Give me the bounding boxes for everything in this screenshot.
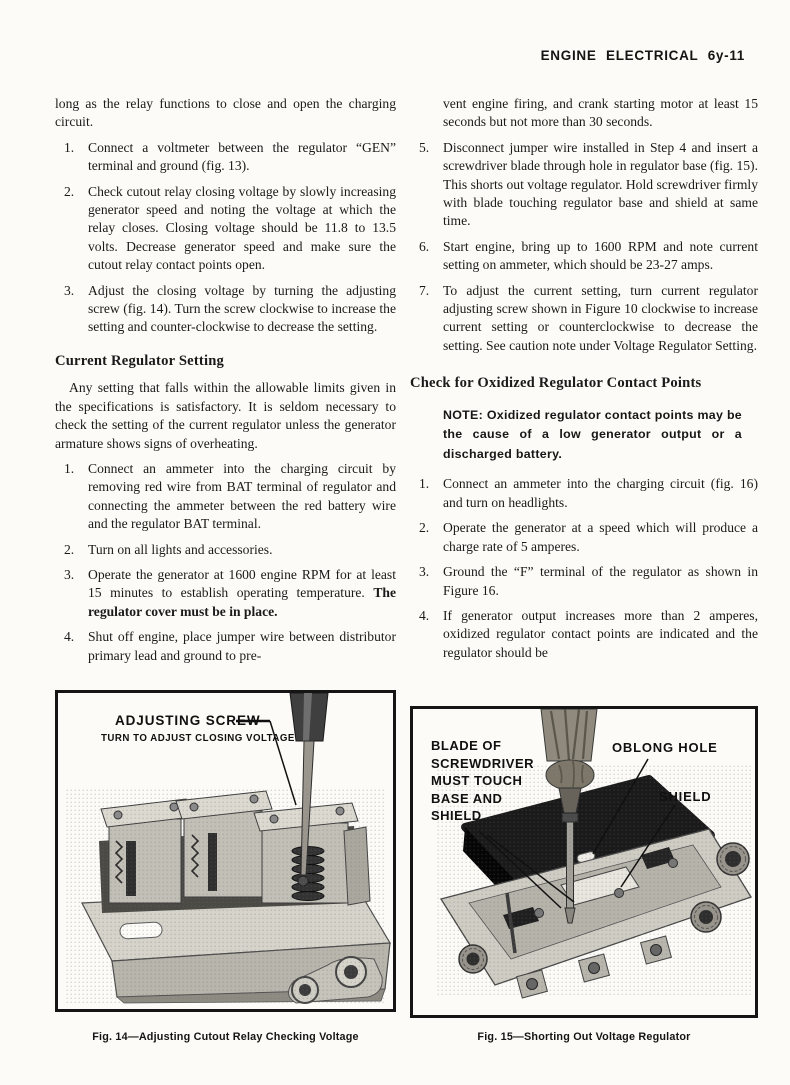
- list-item: [410, 238, 758, 275]
- list-item: [55, 460, 396, 534]
- list-text: If generator output increases more than 2 amperes, oxidized regulator contact points are indicated and the regulator should be: [443, 607, 758, 660]
- list-text: Disconnect jumper wire installed in Step 4 and insert a screwdriver blade through hole in regulator base (fig. 15). This shorts out voltage regulator. Hold screwdriver firmly with blade touching regulator base and shield at same time.: [443, 139, 758, 229]
- list-item: [55, 183, 396, 275]
- blade-label-line: SHIELD: [431, 808, 482, 824]
- list-text: Shut off engine, place jumper wire between distributor primary lead and ground to pre-: [88, 629, 396, 663]
- figure15-caption: Fig. 15—Shorting Out Voltage Regulator: [477, 1031, 691, 1043]
- list-item: [55, 566, 396, 621]
- list-item: [410, 139, 758, 231]
- list-text: Start engine, bring up to 1600 RPM and note current setting on ammeter, which should be 23-27 amps.: [443, 238, 758, 273]
- list-item: [410, 282, 758, 356]
- continuation-paragraph: vent engine firing, and crank starting motor at least 15 seconds but not more than 30 seconds.: [443, 96, 758, 130]
- adjusting-screw-label: ADJUSTING SCREW: [115, 713, 261, 728]
- list-number: 3.: [419, 564, 430, 580]
- list-text: Connect a voltmeter between the regulator “GEN” terminal and ground (fig. 13).: [88, 139, 396, 174]
- list-text-bold: The regulator cover must be in place.: [88, 585, 396, 619]
- body-paragraph: Any setting that falls within the allowable limits given in the specifications is satisfactory. It is seldom necessary to check the setting of the current regulator unless the generator armature shows signs of overheating.: [55, 380, 396, 451]
- list-text: To adjust the current setting, turn current regulator adjusting screw shown in Figure 10 clockwise to increase current setting or counterclockwise to decrease the setting. See caution note under Voltage Regulator Setting.: [443, 282, 758, 353]
- intro-paragraph: long as the relay functions to close and open the charging circuit.: [55, 96, 396, 130]
- list-text: Connect an ammeter into the charging circuit (fig. 16) and turn on headlights.: [443, 476, 758, 510]
- list-text: Connect an ammeter into the charging circuit by removing red wire from BAT terminal of regulator and connecting the ammeter between the red battery wire and the regulator BAT terminal.: [88, 460, 396, 532]
- section-heading-current-regulator-setting: Current Regulator Setting: [55, 352, 225, 369]
- list-number: 2.: [64, 183, 75, 199]
- section-heading-oxidized-contact-points: Check for Oxidized Regulator Contact Points: [410, 375, 702, 392]
- list-text: [88, 566, 396, 621]
- blade-label-line: BLADE OF: [431, 738, 502, 753]
- list-number: 1.: [419, 476, 430, 492]
- adjusting-screw-sublabel: TURN TO ADJUST CLOSING VOLTAGE: [101, 733, 295, 744]
- list-number: 5.: [419, 139, 430, 155]
- list-item: [55, 628, 396, 665]
- list-number: 1.: [64, 139, 75, 155]
- blade-label-line: MUST TOUCH: [431, 773, 523, 789]
- list-text-normal: Operate the generator at 1600 engine RPM for at least 15 minutes to establish operating temperature.: [88, 566, 396, 601]
- list-item: [410, 607, 758, 662]
- list-text: Ground the “F” terminal of the regulator as shown in Figure 16.: [443, 564, 758, 598]
- halftone-texture: [66, 788, 386, 1004]
- list-item: [55, 139, 396, 176]
- list-number: 6.: [419, 238, 430, 254]
- list-number: 2.: [419, 520, 430, 536]
- list-number: 2.: [64, 541, 75, 557]
- left-column: [55, 95, 396, 665]
- list-item: [55, 282, 396, 337]
- blade-label-line: SCREWDRIVER: [431, 755, 535, 771]
- figure-15: [410, 706, 758, 1018]
- right-column: [410, 95, 758, 662]
- list-number: 7.: [419, 282, 430, 298]
- figure14-caption: Fig. 14—Adjusting Cutout Relay Checking Voltage: [92, 1031, 359, 1043]
- oblong-hole-label: OBLONG HOLE: [612, 740, 718, 755]
- list-text: Turn on all lights and accessories.: [88, 541, 273, 557]
- shield-label: SHIELD: [659, 789, 712, 804]
- list-item: [410, 519, 758, 556]
- list-number: 4.: [64, 629, 75, 645]
- list-text: Check cutout relay closing voltage by slowly increasing generator speed and noting the voltage at which the relay closes. Closing voltage should be 11.8 to 13.5 volts. Decrease generator speed and make sure the cutout relay contact points open.: [88, 183, 396, 273]
- page-header: ENGINE ELECTRICAL 6y-11: [540, 48, 745, 63]
- list-item: [410, 475, 758, 512]
- list-text: Operate the generator at a speed which will produce a charge rate of 5 amperes.: [443, 520, 758, 554]
- note-block: NOTE: Oxidized regulator contact points may be the cause of a low generator output or a discharged battery.: [443, 407, 742, 461]
- list-item: [410, 563, 758, 600]
- list-number: 3.: [64, 566, 75, 582]
- figure-14: [55, 690, 396, 1012]
- blade-label: [431, 737, 534, 825]
- list-text: Adjust the closing voltage by turning the adjusting screw (fig. 14). Turn the screw clockwise to increase the setting and counter-clockwise to decrease the setting.: [88, 282, 396, 335]
- list-number: 1.: [64, 460, 75, 476]
- blade-label-line: BASE AND: [431, 790, 503, 806]
- list-number: 4.: [419, 607, 430, 623]
- list-item: [55, 541, 396, 559]
- list-number: 3.: [64, 282, 75, 298]
